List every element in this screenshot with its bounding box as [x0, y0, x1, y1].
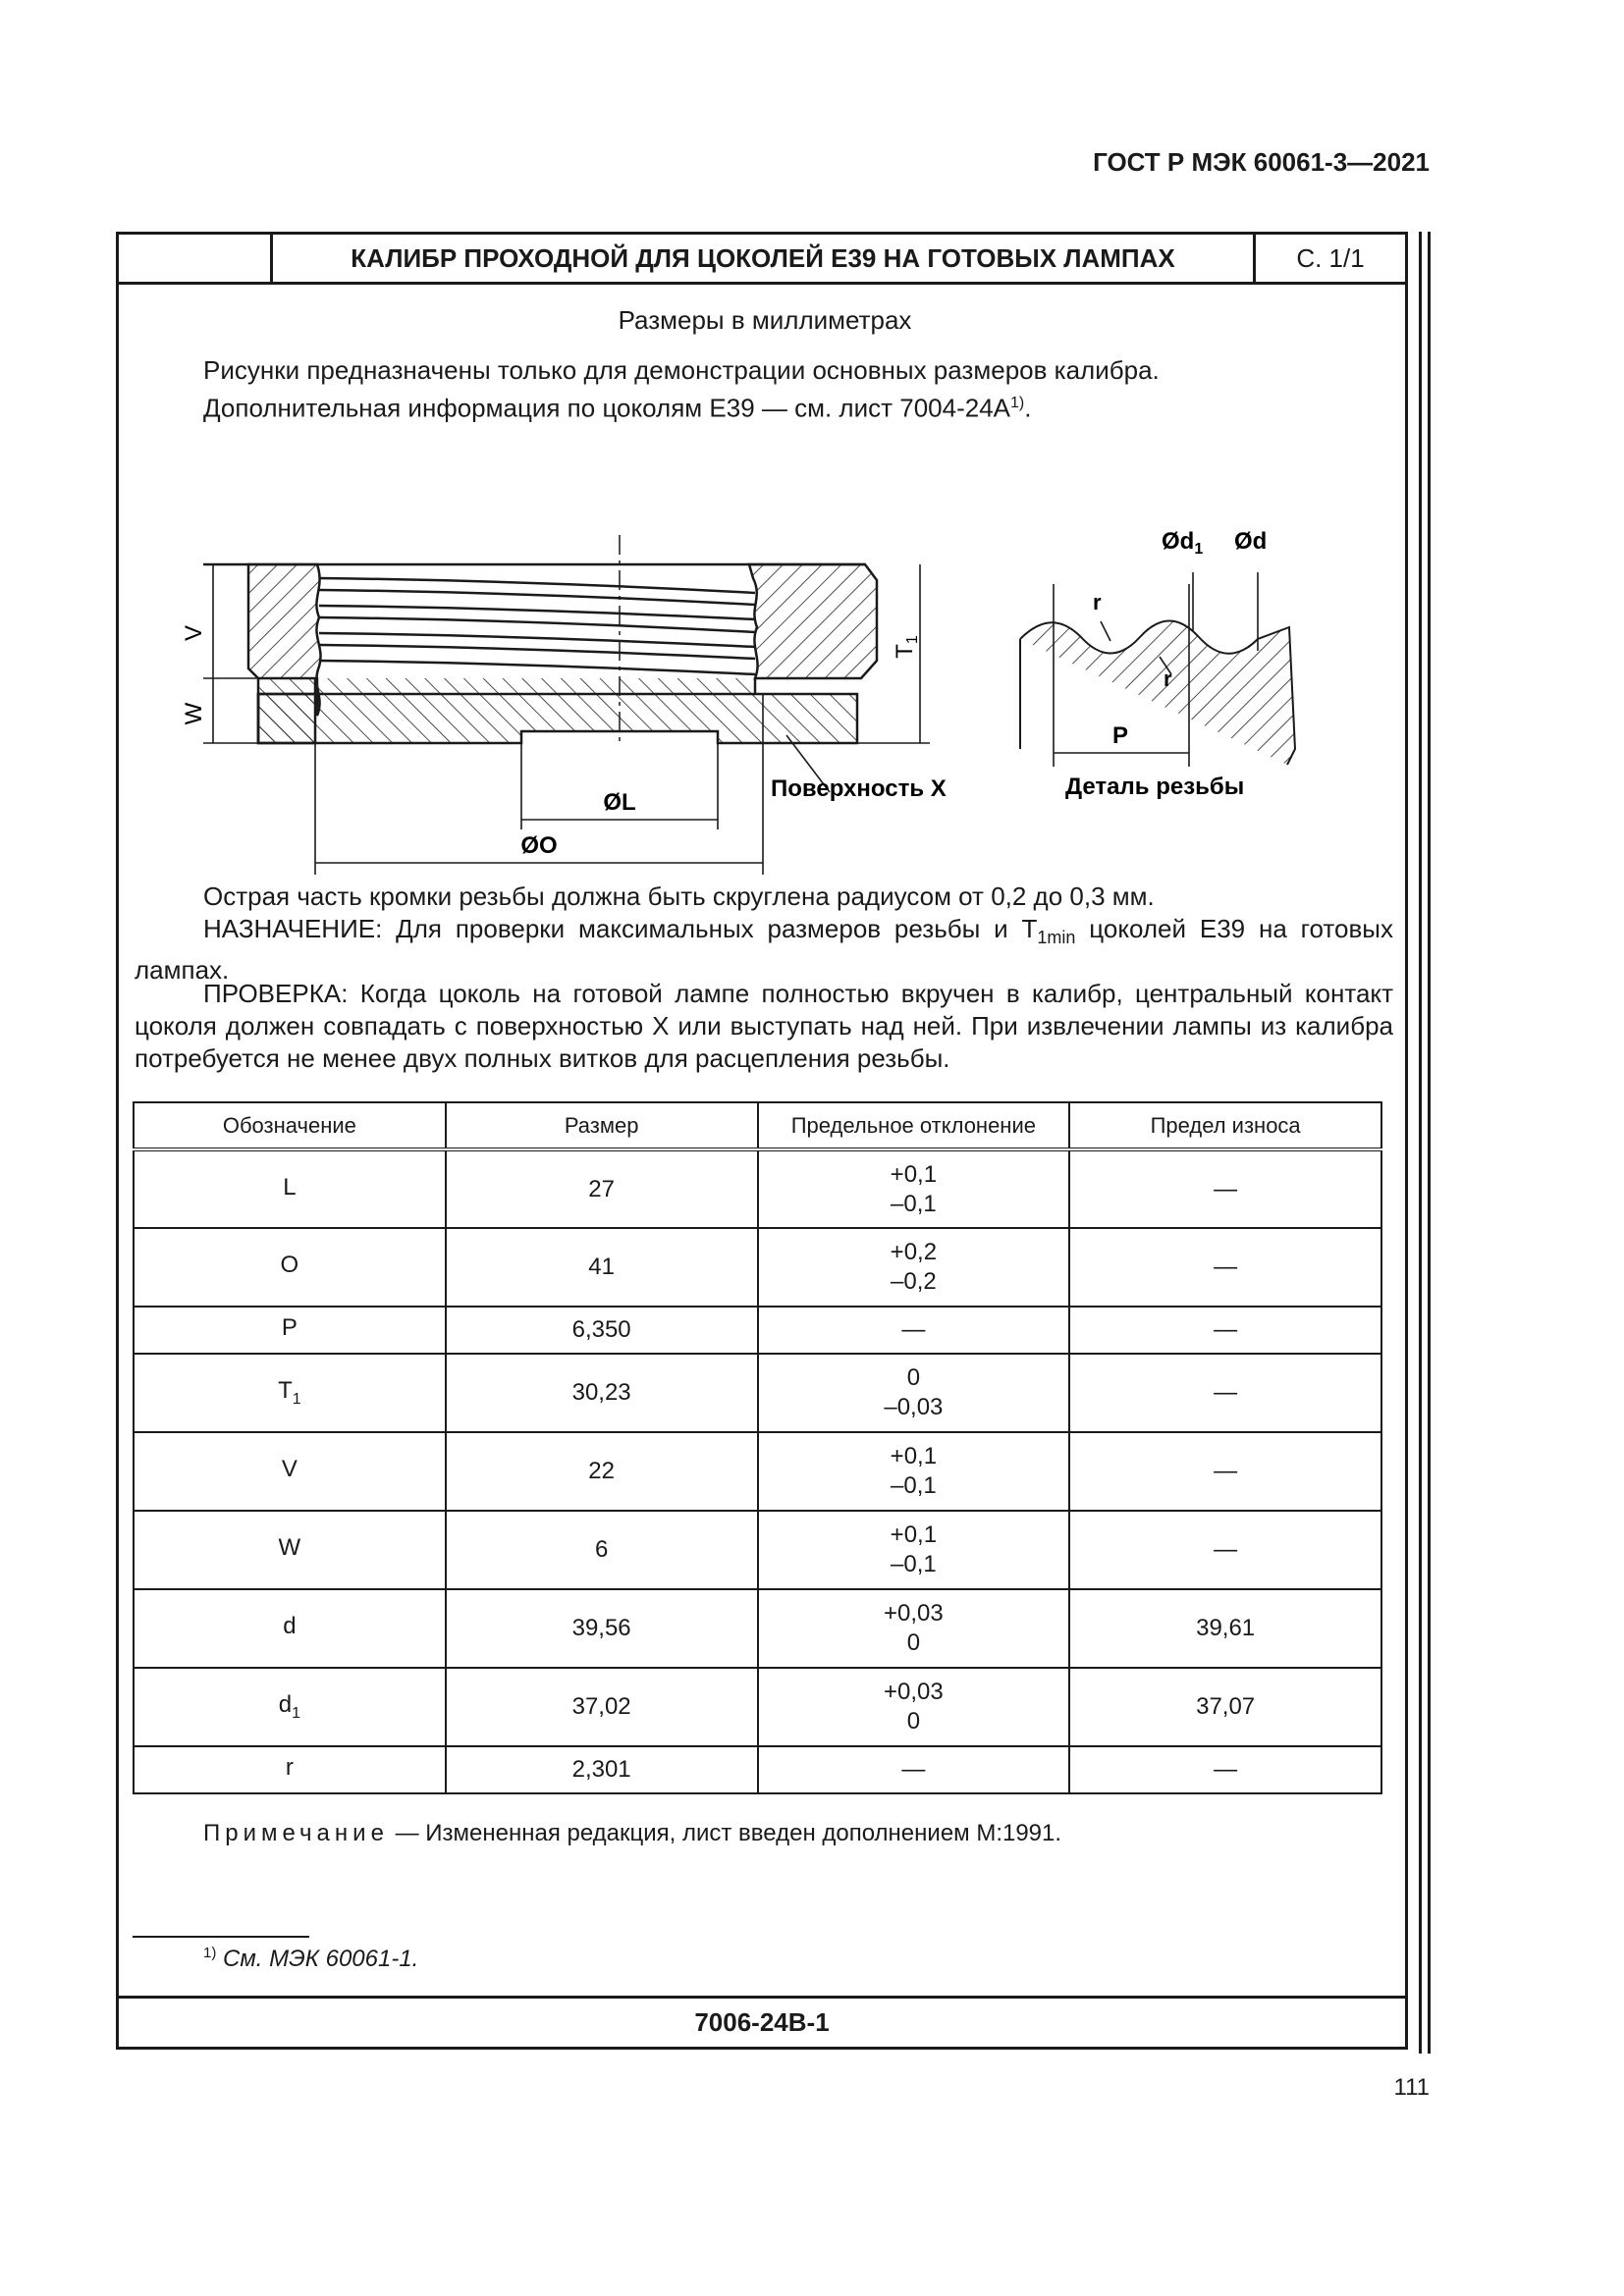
label-r-top: r [1093, 590, 1102, 614]
paragraph-purpose: НАЗНАЧЕНИЕ: Для проверки максимальных размеров резьбы и $T_{1min}$ цоколей Е39 на готовых лампах. [135, 914, 1393, 986]
intro-text [203, 353, 1160, 425]
cell-tolerance: 0 –0,03 [758, 1354, 1070, 1432]
detail-caption: Деталь резьбы [1065, 774, 1245, 800]
cell-symbol: W [134, 1511, 446, 1589]
label-v: V [181, 624, 207, 642]
cell-tolerance: — [758, 1746, 1070, 1793]
cell-symbol: d [134, 1589, 446, 1668]
cell-size: 2,301 [446, 1746, 758, 1793]
cell-tolerance: +0,03 0 [758, 1589, 1070, 1668]
cell-tolerance: — [758, 1307, 1070, 1354]
cell-size: 37,02 [446, 1668, 758, 1746]
dimensions-table [133, 1101, 1382, 1794]
cell-tolerance: +0,1 –0,1 [758, 1432, 1070, 1511]
label-w: W [181, 702, 207, 725]
sheet-frame [116, 232, 1408, 2050]
footnote-divider [133, 1936, 309, 1938]
cell-wear: — [1069, 1432, 1381, 1511]
cell-tolerance: +0,1 –0,1 [758, 1511, 1070, 1589]
sheet-edge-lines [1419, 232, 1431, 2054]
table-row [134, 1228, 1381, 1307]
paragraph-check: ПРОВЕРКА: Когда цоколь на готовой лампе полностью вкручен в калибр, центральный контакт цоколя должен совпадать с поверхностью X или выступать над ней. При извлечении лампы из калибра потребуется не менее двух полных витков для расцепления резьбы. [135, 979, 1393, 1073]
table-row [134, 1149, 1381, 1228]
label-d: Ød [1234, 528, 1268, 555]
cell-tolerance: +0,2 –0,2 [758, 1228, 1070, 1307]
table-row [134, 1511, 1381, 1589]
note: Примечание — Измененная редакция, лист введен дополнением М:1991. [203, 1820, 1062, 1846]
label-diam-o: ØO [520, 832, 558, 859]
sheet-header [119, 235, 1405, 285]
cell-wear: — [1069, 1307, 1381, 1354]
cell-wear: 39,61 [1069, 1589, 1381, 1668]
label-surface-x: Поверхность X [771, 775, 947, 802]
page-number: 111 [1393, 2074, 1430, 2101]
label-t1: $T_1$ [892, 635, 921, 659]
cell-size: 22 [446, 1432, 758, 1511]
table-row [134, 1432, 1381, 1511]
cell-symbol: L [134, 1149, 446, 1228]
cell-symbol: r [134, 1746, 446, 1793]
cell-symbol: O [134, 1228, 446, 1307]
label-pitch: P [1112, 722, 1129, 749]
cell-tolerance: +0,1 –0,1 [758, 1149, 1070, 1228]
cell-size: 27 [446, 1149, 758, 1228]
cell-wear: — [1069, 1149, 1381, 1228]
cell-symbol: $d_1$ [134, 1668, 446, 1746]
table-row [134, 1589, 1381, 1668]
units-note: Размеры в миллиметрах [618, 305, 912, 335]
label-r-bottom: r [1164, 667, 1172, 691]
table-row [134, 1307, 1381, 1354]
cell-symbol: P [134, 1307, 446, 1354]
header-blank-cell [119, 235, 273, 282]
label-diam-l: ØL [603, 789, 636, 816]
col-header-symbol: Обозначение [134, 1102, 446, 1149]
cell-size: 6,350 [446, 1307, 758, 1354]
col-header-wear: Предел износа [1069, 1102, 1381, 1149]
table-row [134, 1354, 1381, 1432]
intro-line-2: Дополнительная информация по цоколям Е39 — см. лист $7004-24А^{1)}$. [203, 393, 1032, 423]
cell-symbol: $T_1$ [134, 1354, 446, 1432]
sheet-page: С. 1/1 [1296, 242, 1365, 273]
cell-size: 39,56 [446, 1589, 758, 1668]
cell-symbol: V [134, 1432, 446, 1511]
footnote: $^{1)}$ См. МЭК 60061-1. [203, 1945, 419, 1972]
cell-wear: — [1069, 1746, 1381, 1793]
cell-wear: — [1069, 1354, 1381, 1432]
standard-number: ГОСТ Р МЭК 60061-3—2021 [1093, 147, 1430, 177]
cell-wear: — [1069, 1228, 1381, 1307]
table-row [134, 1746, 1381, 1793]
thread-detail [1020, 572, 1295, 767]
table-row [134, 1668, 1381, 1746]
cell-size: 6 [446, 1511, 758, 1589]
intro-line-1: Рисунки предназначены только для демонстрации основных размеров калибра. [203, 355, 1160, 385]
cell-size: 41 [446, 1228, 758, 1307]
cell-size: 30,23 [446, 1354, 758, 1432]
col-header-size: Размер [446, 1102, 758, 1149]
col-header-tolerance: Предельное отклонение [758, 1102, 1070, 1149]
sheet-code: 7006-24В-1 [119, 1996, 1405, 2047]
cell-tolerance: +0,03 0 [758, 1668, 1070, 1746]
label-d1: $Ød_1$ [1162, 528, 1204, 558]
gauge-section [203, 535, 877, 745]
cell-wear: — [1069, 1511, 1381, 1589]
cell-wear: 37,07 [1069, 1668, 1381, 1746]
paragraph-rounding: Острая часть кромки резьбы должна быть скруглена радиусом от 0,2 до 0,3 мм. [203, 881, 1155, 911]
table-header-row [134, 1102, 1381, 1149]
sheet-title: КАЛИБР ПРОХОДНОЙ ДЛЯ ЦОКОЛЕЙ Е39 НА ГОТОВЫХ ЛАМПАХ [273, 235, 1256, 282]
